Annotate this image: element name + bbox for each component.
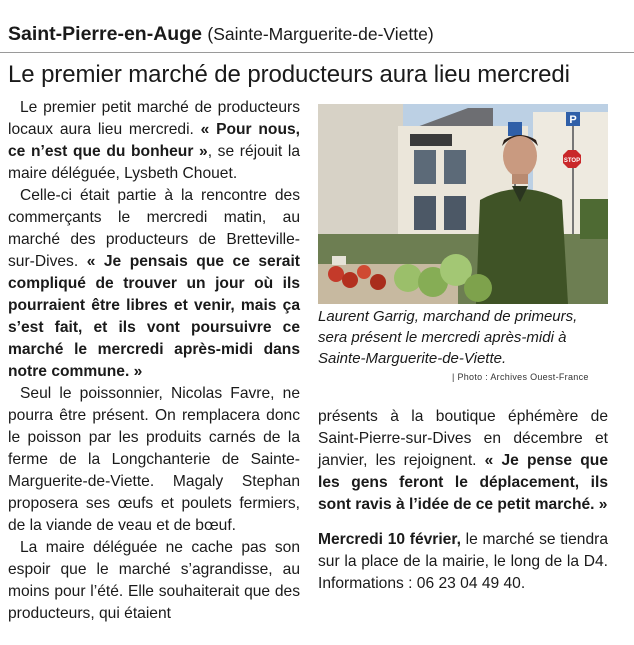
date-bold: Mercredi 10 février,: [318, 531, 461, 548]
paragraph-1: Le premier petit marché de producteurs locaux aura lieu mercredi. « Pour nous, ce n’est que du bonheur », se réjouit la maire déléguée, Lysbeth Chouet.: [8, 99, 300, 182]
stop-sign-text: STOP: [563, 158, 581, 164]
photo-credit: | Photo : Archives Ouest-France: [452, 372, 589, 382]
paragraph-2: Celle-ci était partie à la rencontre des commerçants le mercredi matin, au marché des producteurs de Bretteville-sur-Dives. « Je pensais que ce serait compliqué de trouver un jour où ils pourraient être libres et venir, mais ça s’est fait, et ils vont poursuivre ce marché le mercredi après-midi dans notre commune. »: [8, 187, 300, 380]
quote-bold: « Pour nous, ce n’est que du bonheur »: [8, 121, 300, 160]
headline: Le premier marché de producteurs aura lieu mercredi: [8, 61, 570, 88]
article-column-left: [8, 97, 300, 625]
paragraph-5: Mercredi 10 février, le marché se tiendra sur la place de la mairie, le long de la D4. Informations : 06 23 04 49 40.: [318, 531, 608, 592]
article-column-right: [318, 406, 608, 595]
header-rule: [0, 52, 634, 53]
quote-bold: « Je pense que les gens feront le déplacement, ils sont ravis à l’idée de ce petit marché. »: [318, 452, 608, 513]
photo-vendor-market: [318, 104, 608, 304]
kicker-town: Saint-Pierre-en-Auge: [8, 23, 202, 45]
photo-caption: Laurent Garrig, marchand de primeurs, sera présent le mercredi après-midi à Sainte-Marguerite-de-Viette.: [318, 308, 578, 367]
quote-bold: « Je pensais que ce serait compliqué de trouver un jour où ils pourraient être libres et venir, mais ça s’est fait, et ils vont poursuivre ce marché le mercredi après-midi dans notre commune. »: [8, 253, 300, 380]
kicker-locality: (Sainte-Marguerite-de-Viette): [207, 24, 434, 44]
paragraph-3: Seul le poissonnier, Nicolas Favre, ne pourra être présent. On remplacera donc le poisson par les produits carnés de la ferme de la Longchanterie de Sainte-Marguerite-de-Viette. Magaly Stephan proposera ses œufs et poulets fermiers, de la viande de veau et de bœuf.: [8, 385, 300, 534]
paragraph-4-continued: présents à la boutique éphémère de Saint-Pierre-sur-Dives en décembre et janvier, les rejoignent. « Je pense que les gens feront le déplacement, ils sont ravis à l’idée de ce petit marché. »: [318, 408, 608, 513]
paragraph-4: La maire déléguée ne cache pas son espoir que le marché s’agrandisse, au moins pour l’été. Elle souhaiterait que des producteurs, qui étaient: [8, 539, 300, 622]
kicker: [8, 22, 434, 46]
parking-sign-letter: P: [569, 114, 577, 126]
article-photo: [318, 104, 608, 304]
